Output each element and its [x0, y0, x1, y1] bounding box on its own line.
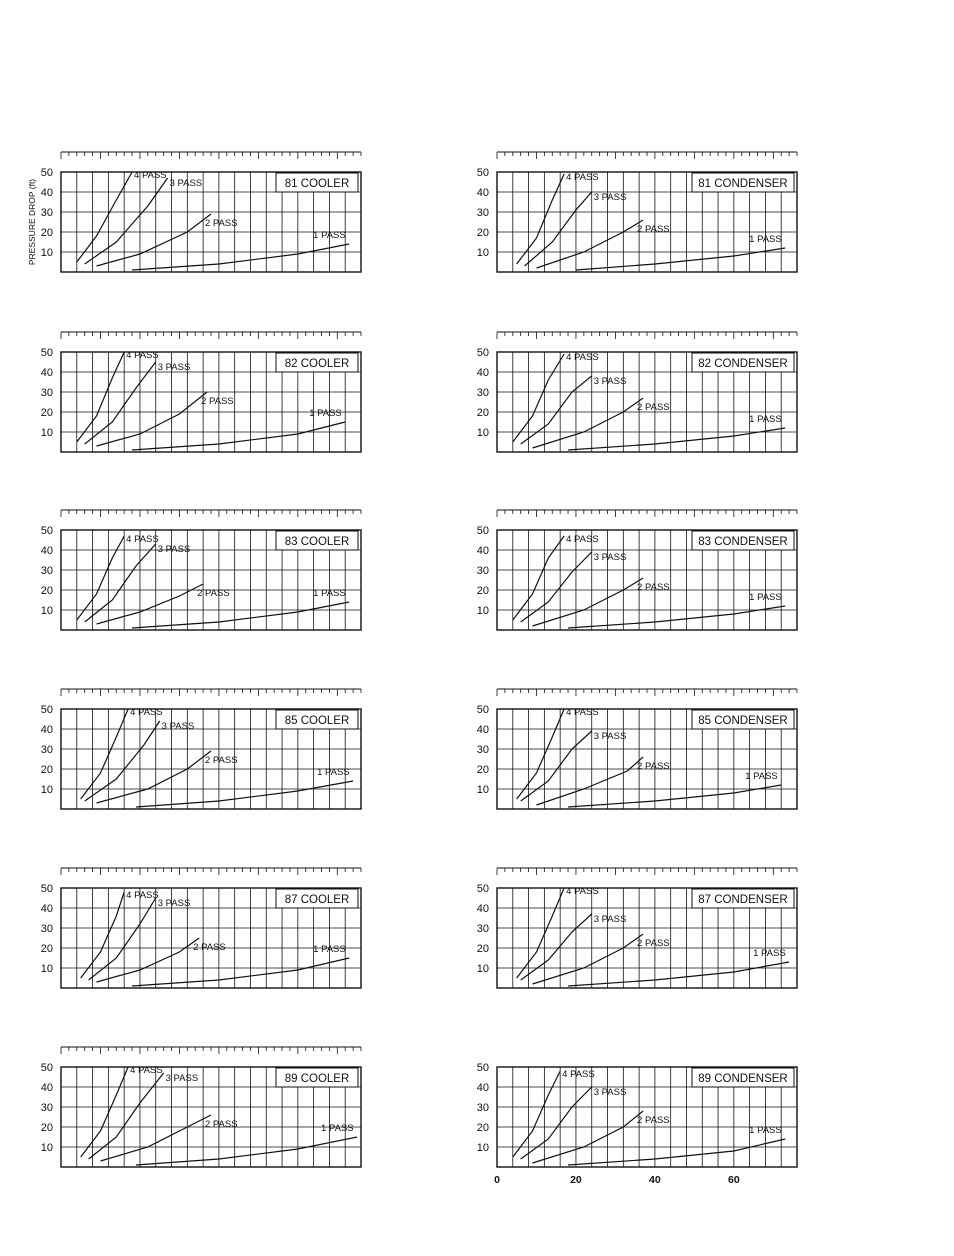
curve-4: [136, 781, 353, 807]
curve-label: 4 PASS: [566, 352, 599, 363]
curve-label: 1 PASS: [749, 1125, 782, 1136]
flow-scale-ruler: [497, 510, 797, 517]
flow-scale-ruler: [61, 510, 361, 517]
flow-scale-ruler: [497, 332, 797, 339]
curve-4: [136, 1137, 357, 1165]
y-tick-label: 10: [476, 1142, 489, 1154]
curve-label: 1 PASS: [745, 771, 778, 782]
chart-panel-2: [477, 152, 797, 272]
curve-label: 4 PASS: [134, 170, 167, 181]
y-tick-label: 50: [40, 704, 53, 716]
flow-scale-ruler: [61, 1047, 361, 1054]
curve-1: [517, 174, 564, 264]
y-tick-label: 50: [40, 525, 53, 537]
chart-panel-12: [477, 1062, 797, 1186]
panel-title: [692, 173, 794, 192]
curve-label: 2 PASS: [205, 1119, 238, 1130]
curve-3: [97, 214, 212, 266]
curve-label: 3 PASS: [161, 721, 195, 732]
curve-label: 2 PASS: [197, 588, 230, 599]
curve-2: [521, 376, 592, 444]
y-tick-label: 40: [40, 545, 53, 557]
chart-panel-6: [477, 510, 797, 630]
curve-label: 1 PASS: [749, 592, 782, 603]
chart-panel-8: [477, 689, 797, 809]
chart-panel-10: [477, 868, 797, 988]
y-tick-label: 50: [476, 1062, 489, 1074]
curve-1: [513, 1071, 560, 1157]
flow-scale-ruler: [61, 152, 361, 159]
panel-title: [692, 1068, 794, 1087]
y-tick-label: 40: [476, 903, 489, 915]
y-tick-label: 40: [40, 1082, 53, 1094]
y-tick-label: 30: [476, 207, 489, 219]
panel-title: [276, 889, 358, 908]
y-tick-label: 20: [476, 943, 489, 955]
curve-1: [77, 352, 124, 442]
curve-2: [521, 552, 592, 622]
x-tick-label: 0: [494, 1174, 500, 1186]
curve-label: 4 PASS: [562, 1069, 595, 1080]
y-tick-label: 30: [40, 387, 53, 399]
panel-title: [692, 353, 794, 372]
curve-1: [513, 536, 564, 620]
y-tick-label: 50: [40, 883, 53, 895]
curve-4: [568, 1139, 785, 1165]
curve-3: [97, 938, 200, 982]
flow-scale-ruler: [497, 152, 797, 159]
curve-label: 4 PASS: [566, 172, 599, 183]
panel-title: [692, 710, 794, 729]
y-tick-label: 30: [476, 923, 489, 935]
y-tick-label: 10: [40, 247, 53, 259]
y-tick-label: 40: [40, 903, 53, 915]
curve-label: 3 PASS: [593, 552, 627, 563]
y-tick-label: 30: [476, 1102, 489, 1114]
curve-label: 4 PASS: [126, 534, 159, 545]
y-tick-label: 40: [476, 724, 489, 736]
chart-panel-1: [41, 152, 361, 272]
curve-1: [81, 1067, 128, 1157]
flow-scale-ruler: [61, 689, 361, 696]
y-tick-label: 20: [40, 585, 53, 597]
curve-label: 2 PASS: [637, 582, 670, 593]
curve-label: 3 PASS: [593, 192, 627, 203]
curve-label: 1 PASS: [321, 1123, 354, 1134]
panel-title: [276, 173, 358, 192]
panel-title: [692, 889, 794, 908]
curve-label: 3 PASS: [593, 914, 627, 925]
curve-label: 1 PASS: [313, 588, 346, 599]
title-text: 83 CONDENSER: [698, 536, 788, 548]
curve-label: 4 PASS: [130, 1065, 163, 1076]
title-text: 81 COOLER: [284, 178, 350, 190]
curve-4: [568, 606, 785, 628]
title-text: 82 CONDENSER: [698, 358, 788, 370]
x-tick-label: 20: [570, 1174, 582, 1186]
curve-4: [132, 602, 349, 628]
y-tick-label: 50: [476, 347, 489, 359]
curve-label: 2 PASS: [205, 218, 238, 229]
panel-title: [276, 531, 358, 550]
y-tick-label: 20: [476, 585, 489, 597]
panel-title: [276, 353, 358, 372]
curve-4: [132, 958, 349, 986]
x-tick-label: 60: [727, 1174, 740, 1186]
y-tick-label: 50: [476, 883, 489, 895]
x-tick-label: 40: [649, 1174, 661, 1186]
chart-panel-7: [41, 689, 361, 809]
y-tick-label: 30: [40, 565, 53, 577]
y-tick-label: 20: [476, 764, 489, 776]
y-tick-label: 10: [40, 427, 53, 439]
curve-2: [89, 1073, 164, 1159]
curve-label: 3 PASS: [157, 898, 191, 909]
y-tick-label: 50: [40, 1062, 53, 1074]
y-axis-label: PRESSURE DROP (ft): [27, 178, 37, 266]
y-tick-label: 40: [40, 187, 53, 199]
y-tick-label: 30: [40, 1102, 53, 1114]
curve-3: [97, 751, 212, 803]
y-tick-label: 40: [476, 545, 489, 557]
curve-1: [81, 709, 128, 799]
y-tick-label: 50: [40, 347, 53, 359]
title-text: 85 COOLER: [284, 715, 350, 727]
curve-2: [525, 192, 592, 266]
y-tick-label: 10: [476, 784, 489, 796]
y-tick-label: 50: [476, 704, 489, 716]
y-tick-label: 30: [476, 565, 489, 577]
curve-4: [568, 428, 785, 450]
y-tick-label: 40: [476, 187, 489, 199]
curve-1: [81, 892, 125, 978]
title-text: 82 COOLER: [284, 358, 350, 370]
y-tick-label: 50: [40, 167, 53, 179]
curve-label: 3 PASS: [593, 731, 627, 742]
title-text: 85 CONDENSER: [698, 715, 788, 727]
chart-panel-4: [477, 332, 797, 452]
curve-label: 4 PASS: [566, 534, 599, 545]
curve-3: [533, 578, 644, 626]
curve-label: 2 PASS: [637, 402, 670, 413]
curve-label: 1 PASS: [313, 230, 346, 241]
curve-1: [517, 709, 564, 799]
y-tick-label: 40: [476, 1082, 489, 1094]
y-tick-label: 10: [476, 427, 489, 439]
y-tick-label: 10: [476, 247, 489, 259]
curve-label: 3 PASS: [593, 376, 627, 387]
y-tick-label: 20: [40, 943, 53, 955]
curve-label: 4 PASS: [126, 890, 159, 901]
y-tick-label: 40: [476, 367, 489, 379]
y-tick-label: 20: [476, 1122, 489, 1134]
curve-label: 2 PASS: [205, 755, 238, 766]
curve-4: [132, 244, 349, 270]
curve-4: [568, 962, 789, 986]
curve-3: [537, 220, 644, 268]
flow-scale-ruler: [497, 689, 797, 696]
y-tick-label: 20: [40, 227, 53, 239]
y-tick-label: 10: [40, 963, 53, 975]
y-tick-label: 20: [40, 764, 53, 776]
y-tick-label: 10: [40, 1142, 53, 1154]
y-tick-label: 20: [476, 407, 489, 419]
y-tick-label: 40: [40, 724, 53, 736]
curve-label: 4 PASS: [126, 350, 159, 361]
curve-label: 4 PASS: [566, 707, 599, 718]
curve-label: 2 PASS: [637, 938, 670, 949]
curve-3: [537, 757, 644, 805]
y-tick-label: 30: [476, 387, 489, 399]
y-tick-label: 40: [40, 367, 53, 379]
panel-title: [276, 710, 358, 729]
curve-label: 3 PASS: [169, 178, 203, 189]
y-tick-label: 20: [40, 407, 53, 419]
curve-label: 1 PASS: [313, 944, 346, 955]
y-tick-label: 10: [476, 963, 489, 975]
curve-label: 1 PASS: [309, 408, 342, 419]
panel-title: [692, 531, 794, 550]
title-text: 81 CONDENSER: [698, 178, 788, 190]
curve-label: 2 PASS: [637, 1115, 670, 1126]
flow-scale-ruler: [497, 868, 797, 875]
curve-label: 4 PASS: [566, 886, 599, 897]
curve-label: 2 PASS: [637, 224, 670, 235]
y-tick-label: 10: [476, 605, 489, 617]
y-tick-label: 50: [476, 167, 489, 179]
title-text: 89 CONDENSER: [698, 1073, 788, 1085]
y-tick-label: 20: [40, 1122, 53, 1134]
chart-panel-9: [41, 868, 361, 988]
chart-panel-11: [41, 1047, 361, 1167]
title-text: 87 CONDENSER: [698, 894, 788, 906]
y-tick-label: 30: [40, 744, 53, 756]
y-tick-label: 10: [40, 784, 53, 796]
curve-1: [77, 536, 124, 620]
curve-label: 1 PASS: [317, 767, 350, 778]
curve-2: [521, 914, 592, 980]
curve-label: 1 PASS: [749, 234, 782, 245]
title-text: 89 COOLER: [284, 1073, 350, 1085]
y-tick-label: 10: [40, 605, 53, 617]
curve-label: 3 PASS: [165, 1073, 199, 1084]
title-text: 83 COOLER: [284, 536, 350, 548]
y-tick-label: 20: [476, 227, 489, 239]
curve-label: 2 PASS: [637, 761, 670, 772]
flow-scale-ruler: [61, 868, 361, 875]
curve-2: [85, 178, 168, 264]
curve-label: 1 PASS: [753, 948, 786, 959]
chart-panel-5: [41, 510, 361, 630]
y-tick-label: 30: [476, 744, 489, 756]
chart-panel-3: [41, 332, 361, 452]
flow-scale-ruler: [61, 332, 361, 339]
curve-label: 3 PASS: [157, 544, 191, 555]
curve-label: 2 PASS: [201, 396, 234, 407]
curve-label: 3 PASS: [593, 1087, 627, 1098]
curve-label: 1 PASS: [749, 414, 782, 425]
curve-label: 3 PASS: [157, 362, 191, 373]
panel-title: [276, 1068, 358, 1087]
title-text: 87 COOLER: [284, 894, 350, 906]
curve-3: [97, 392, 208, 446]
curve-label: 4 PASS: [130, 707, 163, 718]
curve-label: 2 PASS: [193, 942, 226, 953]
curve-1: [513, 354, 564, 442]
y-tick-label: 30: [40, 923, 53, 935]
curve-1: [517, 888, 564, 978]
y-tick-label: 30: [40, 207, 53, 219]
y-tick-label: 50: [476, 525, 489, 537]
